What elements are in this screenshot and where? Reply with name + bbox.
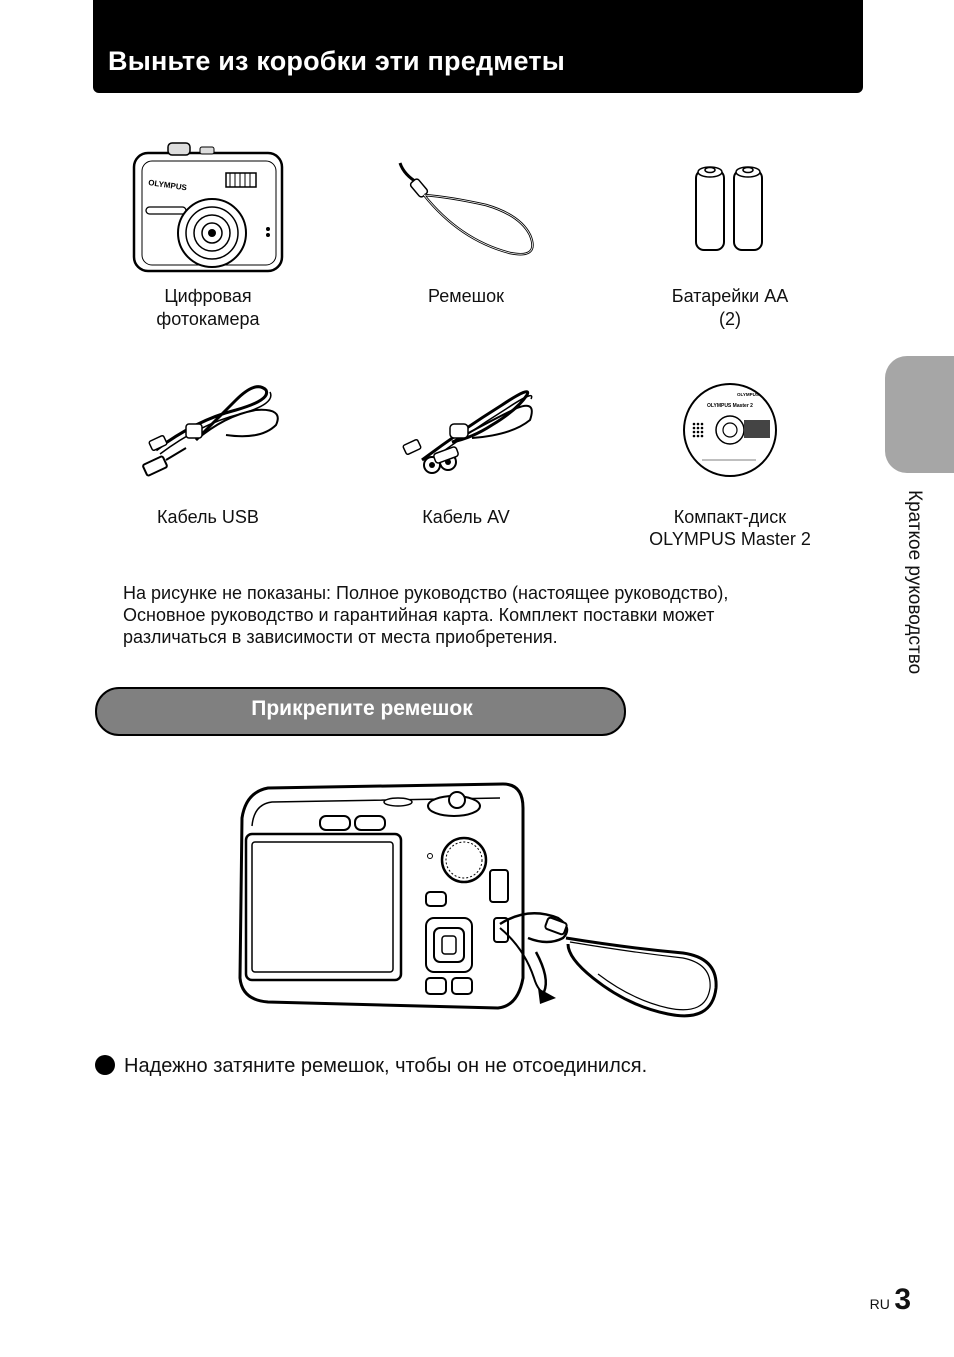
item-av-cable <box>366 380 566 540</box>
item-caption: Ремешок <box>428 286 504 306</box>
cd-brand: OLYMPUS <box>737 392 759 397</box>
item-cd <box>620 380 840 560</box>
strap-icon <box>390 155 540 265</box>
note-line: На рисунке не показаны: Полное руководство (настоящее руководство), <box>123 583 729 603</box>
item-caption: фотокамера <box>156 309 260 329</box>
note-text <box>123 582 813 648</box>
section-heading-pill <box>95 687 626 736</box>
item-caption: Цифровая <box>164 286 252 306</box>
side-tab-label: Краткое руководство <box>904 490 925 675</box>
battery-icon <box>690 160 770 255</box>
instruction-row <box>95 1055 647 1078</box>
note-line: Основное руководство и гарантийная карта. Комплект поставки может <box>123 605 715 625</box>
item-usb-cable <box>108 380 308 540</box>
instruction-text: Надежно затяните ремешок, чтобы он не отсоединился. <box>124 1055 648 1077</box>
section-title: Прикрепите ремешок <box>251 697 473 720</box>
item-batteries <box>630 160 830 340</box>
item-strap <box>366 155 566 335</box>
usb-cable-icon <box>136 380 286 490</box>
camera-brand: OLYMPUS <box>147 178 188 193</box>
av-cable-icon <box>392 380 542 490</box>
camera-back-strap-illustration <box>228 778 723 1028</box>
note-line: различаться в зависимости от места приобретения. <box>123 627 558 647</box>
item-caption: Компакт-диск <box>673 507 787 527</box>
side-tab <box>885 356 954 473</box>
cd-title: OLYMPUS Master 2 <box>707 403 753 409</box>
item-caption: Кабель USB <box>157 507 259 527</box>
item-caption: OLYMPUS Master 2 <box>649 529 811 549</box>
item-digital-camera <box>108 135 308 335</box>
item-caption: Кабель AV <box>422 507 510 527</box>
cd-icon <box>682 382 778 478</box>
item-caption: (2) <box>719 309 741 329</box>
bullet-icon <box>95 1055 115 1075</box>
language-code: RU <box>869 1296 890 1312</box>
page-number-value: 3 <box>894 1283 911 1316</box>
item-caption: Батарейки АА <box>671 286 789 306</box>
camera-icon <box>128 135 288 285</box>
page-title: Выньте из коробки эти предметы <box>108 46 566 76</box>
page-number <box>870 1283 911 1317</box>
